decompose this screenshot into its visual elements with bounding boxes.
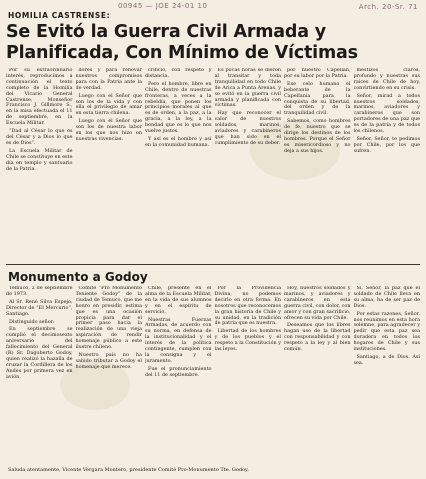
paragraph: Pero el hombre, libre en Chile, dentro de nuestras fronteras, a veces a la rebeldía, que ponen los principios morales al que es de orden, a la paz, a la gracia, a la ley, a la bondad que es lo que nos vuelve justos. bbox=[145, 80, 212, 135]
text-column bbox=[215, 286, 282, 474]
paragraph: Hay que reconocer el valor de nuestros soldados, marinos, aviadores y carabineros que han sido en el cumplimiento de su deber. bbox=[214, 110, 281, 146]
paragraph: Nuestro país no ha sabido tributar a Godoy el homenaje que merece. bbox=[75, 351, 142, 370]
text-column bbox=[284, 286, 351, 474]
paragraph: Al Sr. René Silva Espejo, Director de “El Mercurio”, Santiago. bbox=[6, 298, 73, 317]
paragraph: Nuestras Fuerzas Armadas, de acuerdo con su norma, en defensa de la institucionalidad y el interés de la política contingente, cumplen con la consigna y el juramento. bbox=[145, 316, 212, 364]
text-column bbox=[354, 68, 421, 263]
text-column bbox=[145, 286, 212, 474]
article-columns bbox=[6, 68, 420, 263]
paragraph: Temuco, 2 de septiembre de 1973. bbox=[6, 286, 73, 297]
headline: Se Evitó la Guerra Civil Armada y Planificada, Con Mínimo de Víctimas bbox=[6, 22, 358, 63]
paragraph: Por estas razones, Señor, nos reunimos en esta hora solemne, para agradecer y pedir que esta paz sea duradera en todos los hogares de Chile y sus instituciones. bbox=[353, 310, 420, 353]
section-divider bbox=[6, 264, 420, 265]
paragraph: Libertad de los hombres y de los pueblos y el respeto a la Constitución y las leyes. bbox=[214, 328, 281, 353]
paragraph: La Escuela Militar de Chile se constituye en este día en templo y santuario de la Patria. bbox=[6, 147, 73, 172]
paragraph: Por su extraordinario interés, reproducimos a continuación el texto completo de la Homilía del Vicario General Castrense, Monseñor Francisco J. Gillmore S., en la misa efectuada el 11 de septiembre, en la Escuela Militar. bbox=[6, 68, 73, 127]
paragraph: Sabemos, como hombres de fe, nuestro que se dirige los destinos de los hombres. Porque el Señor es misericordioso y no deja a sus hijos. bbox=[284, 118, 351, 154]
paragraph: Luego con el Señor que son los de nuestra labor en los que nos hizo en nuestras vivencias. bbox=[75, 118, 142, 142]
paragraph: Y así es el hombre y así en la comunidad humana. bbox=[145, 135, 212, 148]
text-column bbox=[6, 286, 73, 474]
paragraph: En septiembre se cumplió el decimosexto aniversario del fallecimiento del General (R) Sr. Dagoberto Godoy, quien realizó la hazaña de cruzar la Cordillera de los Andes por primera vez en avión. bbox=[6, 326, 73, 380]
paragraph: Ese celo humano el beberante de la Capellania para la conquista de su libertad, del orden y de la tranquilidad civil. bbox=[284, 80, 351, 117]
paragraph: Por la Providencia Divina, no podemos decirlo en otra forma. En nosotros que reconocemos la gran historia de Chile y su unidad, en la tradición de patria que es nuestra. bbox=[214, 286, 281, 327]
paragraph: Sí, Señor, la paz que el soldado de Chile lleva en su alma, ha de ser paz de Dios. bbox=[353, 286, 420, 309]
handwritten-note-top: 00945 — JOE 24-01 10 bbox=[118, 2, 208, 10]
text-column bbox=[284, 68, 351, 263]
paragraph: Señor, mirad a todos nuestros soldados, marinos, aviadores y carabineros que son portadores de una paz que es de la patria y de todos los chilenos. bbox=[353, 92, 420, 135]
paragraph: Distinguido señor: bbox=[9, 318, 55, 325]
paragraph: mestizos claros, profundo y nuestras sus raices de Chile de hoy, convirtiendo en su crisis. bbox=[353, 68, 420, 91]
paragraph: Chile, presente en el alma de la Escuela Militar, en la vida de sus alumnos y en el espíritu de servicio. bbox=[145, 286, 212, 315]
paragraph: Señor, Señor, te pedimos por Chile, por los que sufren. bbox=[353, 135, 420, 154]
paragraph: Es pocas horas se dieron al transitar y toda tranquilidad en todo Chile de Arica a Punta Arenas, y se evitó en la guerra civil armada y planificada con víctimas. bbox=[214, 68, 281, 109]
paragraph: por nuestro Capellán, por su labor por la Patria. bbox=[284, 68, 351, 79]
text-column bbox=[6, 68, 73, 263]
letter-columns bbox=[6, 286, 420, 474]
handwritten-archive-note: Arch. 20-Sr. 71 bbox=[358, 3, 418, 11]
paragraph: “Dad al César lo que es del César y a Dios lo que es de Dios”. bbox=[6, 128, 73, 146]
text-column bbox=[354, 286, 421, 474]
paragraph: Santiago, a de Dios. Así sea. bbox=[353, 353, 420, 366]
signoff: Saluda atentamente, Vicente Vergara Montero, presidente Comité Pro-Monumento Tte. Godoy. bbox=[8, 467, 249, 473]
subhead: Monumento a Godoy bbox=[8, 270, 148, 284]
paragraph: dores y para renovar nuestros compromisos para con la Patria ante la de verdad. bbox=[75, 68, 142, 91]
paragraph: Hoy, nuestros soldados y marinos, y aviadores y carabineros en esta guerra civil, con dolor, con amor y con gran sacrificio, ofrecen su vida por Chile. bbox=[284, 286, 351, 321]
paragraph: Fue el pronunciamiento del 11 de septiembre. bbox=[145, 365, 212, 378]
paragraph: Comité “Pro Monumento Teniente Godoy” de la ciudad de Temuco, que me honro en presidir, estima que es una ocasión propicia para dar el primer paso hacia la realización de una vieja aspiración de rendir homenaje público a este ilustre chileno. bbox=[75, 286, 142, 351]
kicker: HOMILIA CASTRENSE: bbox=[8, 11, 111, 20]
text-column bbox=[215, 68, 282, 263]
text-column bbox=[76, 68, 143, 263]
text-column bbox=[76, 286, 143, 474]
paragraph: crificio, con respeto y distancia. bbox=[145, 68, 212, 79]
text-column bbox=[145, 68, 212, 263]
paragraph: Luego con el Señor que son los de la vida y con ella el privilegio de amar en esta tierra chilena. bbox=[75, 92, 142, 117]
paragraph: Deseamos que los libres hagan uso de la libertad con responsabilidad y con respeto a la ley y al bien común. bbox=[284, 322, 351, 353]
